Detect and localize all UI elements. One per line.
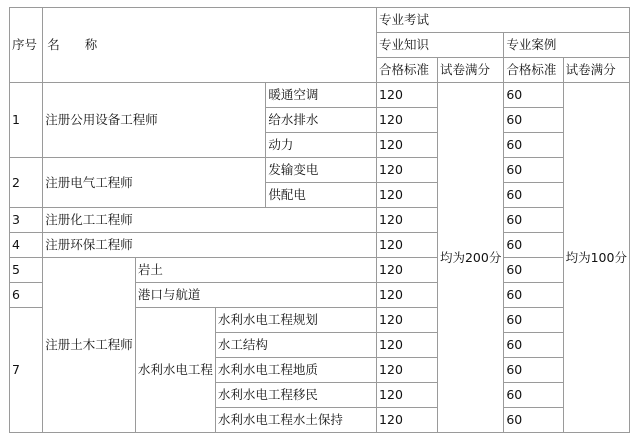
knowledge-pass-cell: 120 <box>377 183 438 208</box>
seq-cell: 3 <box>10 208 43 233</box>
knowledge-pass-cell: 120 <box>377 383 438 408</box>
cases-pass-cell: 60 <box>504 333 563 358</box>
sub-name-cell: 供配电 <box>266 183 377 208</box>
knowledge-pass-cell: 120 <box>377 83 438 108</box>
cases-pass-cell: 60 <box>504 283 563 308</box>
seq-cell: 1 <box>10 83 43 158</box>
knowledge-pass-cell: 120 <box>377 208 438 233</box>
sub-name-cell: 给水排水 <box>266 108 377 133</box>
header-knowledge: 专业知识 <box>377 33 504 58</box>
header-exam: 专业考试 <box>377 8 630 33</box>
cases-pass-cell: 60 <box>504 83 563 108</box>
knowledge-pass-cell: 120 <box>377 233 438 258</box>
header-cases-full: 试卷满分 <box>563 58 629 83</box>
knowledge-pass-cell: 120 <box>377 158 438 183</box>
item-name-cell: 水利水电工程地质 <box>215 358 376 383</box>
knowledge-pass-cell: 120 <box>377 408 438 433</box>
cases-pass-cell: 60 <box>504 183 563 208</box>
cases-pass-cell: 60 <box>504 308 563 333</box>
knowledge-pass-cell: 120 <box>377 108 438 133</box>
cases-pass-cell: 60 <box>504 108 563 133</box>
cases-pass-cell: 60 <box>504 408 563 433</box>
seq-cell: 6 <box>10 283 43 308</box>
sub-name-cell: 动力 <box>266 133 377 158</box>
cases-pass-cell: 60 <box>504 233 563 258</box>
knowledge-pass-cell: 120 <box>377 333 438 358</box>
header-knowledge-full: 试卷满分 <box>437 58 503 83</box>
cases-pass-cell: 60 <box>504 158 563 183</box>
seq-cell: 7 <box>10 308 43 433</box>
item-name-cell: 水利水电工程水土保持 <box>215 408 376 433</box>
civil-group-cell: 注册土木工程师 <box>43 258 136 433</box>
item-name-cell: 水工结构 <box>215 333 376 358</box>
seq-cell: 2 <box>10 158 43 208</box>
cases-pass-cell: 60 <box>504 208 563 233</box>
seq-cell: 4 <box>10 233 43 258</box>
header-cases-pass: 合格标准 <box>504 58 563 83</box>
cases-pass-cell: 60 <box>504 133 563 158</box>
cases-full-note: 均为100分 <box>563 83 629 433</box>
item-name-cell: 水利水电工程移民 <box>215 383 376 408</box>
item-name-cell: 水利水电工程规划 <box>215 308 376 333</box>
knowledge-full-note: 均为200分 <box>437 83 503 433</box>
knowledge-pass-cell: 120 <box>377 358 438 383</box>
sub-name-cell: 港口与航道 <box>135 283 376 308</box>
cases-pass-cell: 60 <box>504 258 563 283</box>
header-name: 名 称 <box>43 8 377 83</box>
knowledge-pass-cell: 120 <box>377 133 438 158</box>
header-seq: 序号 <box>10 8 43 83</box>
sub-name-cell: 水利水电工程 <box>135 308 215 433</box>
name-cell: 注册电气工程师 <box>43 158 266 208</box>
exam-standards-table <box>9 7 630 433</box>
seq-cell: 5 <box>10 258 43 283</box>
sub-name-cell: 岩土 <box>135 258 376 283</box>
cases-pass-cell: 60 <box>504 358 563 383</box>
knowledge-pass-cell: 120 <box>377 258 438 283</box>
name-cell: 注册环保工程师 <box>43 233 377 258</box>
knowledge-pass-cell: 120 <box>377 308 438 333</box>
name-cell: 注册公用设备工程师 <box>43 83 266 158</box>
header-knowledge-pass: 合格标准 <box>377 58 438 83</box>
sub-name-cell: 发输变电 <box>266 158 377 183</box>
cases-pass-cell: 60 <box>504 383 563 408</box>
knowledge-pass-cell: 120 <box>377 283 438 308</box>
header-cases: 专业案例 <box>504 33 630 58</box>
sub-name-cell: 暖通空调 <box>266 83 377 108</box>
name-cell: 注册化工工程师 <box>43 208 377 233</box>
